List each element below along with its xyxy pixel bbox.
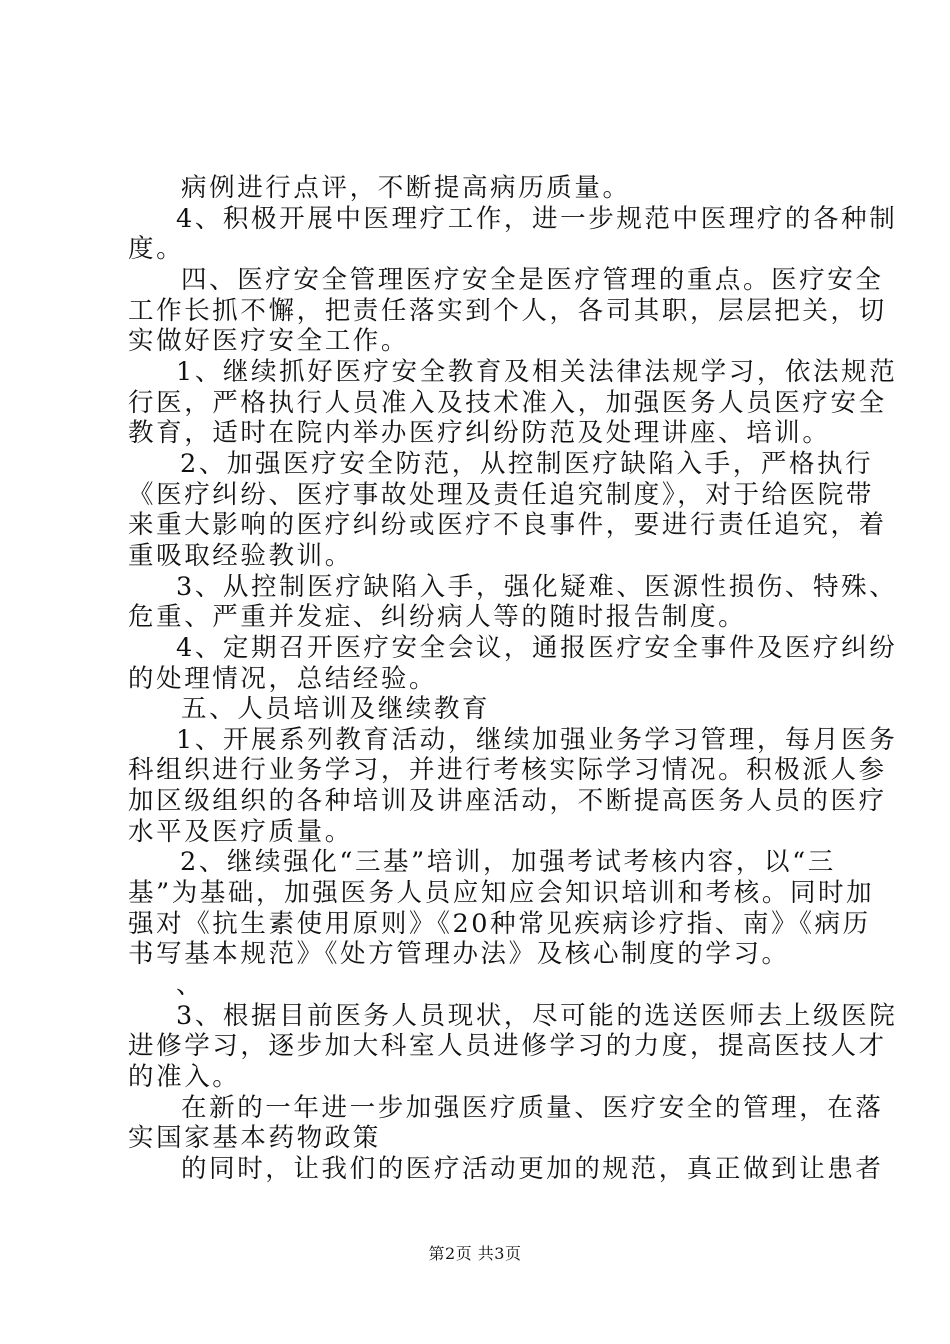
section-heading-line: 五、人员培训及继续教育	[181, 694, 491, 724]
body-text-line: 来重大影响的医疗纠纷或医疗不良事件，要进行责任追究，着	[128, 510, 887, 540]
body-text-line: 度。	[128, 234, 185, 264]
body-text-line: 行医，严格执行人员准入及技术准入，加强医务人员医疗安全	[128, 388, 887, 418]
body-text-line: 重吸取经验教训。	[128, 541, 353, 571]
body-text-line: 2、继续强化“三基”培训，加强考试考核内容，以“三	[180, 847, 836, 877]
body-text-line: 的准入。	[128, 1062, 241, 1092]
body-text-line: 进修学习，逐步加大科室人员进修学习的力度，提高医技人才	[128, 1031, 887, 1061]
page-footer: 第2页 共3页	[428, 1244, 522, 1263]
body-text-line: 加区级组织的各种培训及讲座活动，不断提高医务人员的医疗	[128, 786, 887, 816]
body-text-line: 3、根据目前医务人员现状，尽可能的选送医师去上级医院	[176, 1001, 898, 1031]
body-text-line: 科组织进行业务学习，并进行考核实际学习情况。积极派人参	[128, 755, 887, 785]
body-text-line: 危重、严重并发症、纠纷病人等的随时报告制度。	[128, 602, 747, 632]
body-text-line: 工作长抓不懈，把责任落实到个人，各司其职，层层把关，切	[128, 296, 887, 326]
body-text-line: 病例进行点评，不断提高病历质量。	[181, 173, 631, 203]
body-text-line: 1、继续抓好医疗安全教育及相关法律法规学习，依法规范	[176, 357, 898, 387]
body-text-line: 的同时，让我们的医疗活动更加的规范，真正做到让患者	[181, 1154, 884, 1184]
body-text-line: 4、积极开展中医理疗工作，进一步规范中医理疗的各种制	[176, 204, 898, 234]
body-text-line: 的处理情况，总结经验。	[128, 664, 438, 694]
body-text-line: 书写基本规范》《处方管理办法》及核心制度的学习。	[128, 939, 790, 969]
section-heading-line: 四、医疗安全管理医疗安全是医疗管理的重点。医疗安全	[181, 265, 884, 295]
body-text-line: 基”为基础，加强医务人员应知应会知识培训和考核。同时加	[128, 878, 875, 908]
body-text-line: 实国家基本药物政策	[128, 1123, 381, 1153]
body-text-line: 教育，适时在院内举办医疗纠纷防范及处理讲座、培训。	[128, 418, 831, 448]
body-text-line: 水平及医疗质量。	[128, 817, 353, 847]
body-text-line: 1、开展系列教育活动，继续加强业务学习管理，每月医务	[176, 725, 898, 755]
body-text-line: 2、加强医疗安全防范，从控制医疗缺陷入手，严格执行	[180, 449, 874, 479]
body-text-line: 《医疗纠纷、医疗事故处理及责任追究制度》，对于给医院带	[128, 480, 874, 510]
body-text-line: 强对《抗生素使用原则》《20种常见疾病诊疗指、南》《病历	[128, 909, 871, 939]
body-text-line: 在新的一年进一步加强医疗质量、医疗安全的管理，在落	[181, 1093, 884, 1123]
body-text-line: 3、从控制医疗缺陷入手，强化疑难、医源性损伤、特殊、	[176, 572, 898, 602]
body-text-line: 4、定期召开医疗安全会议，通报医疗安全事件及医疗纠纷	[176, 633, 898, 663]
body-text-line: 实做好医疗安全工作。	[128, 326, 410, 356]
stray-mark: 、	[176, 970, 205, 1000]
